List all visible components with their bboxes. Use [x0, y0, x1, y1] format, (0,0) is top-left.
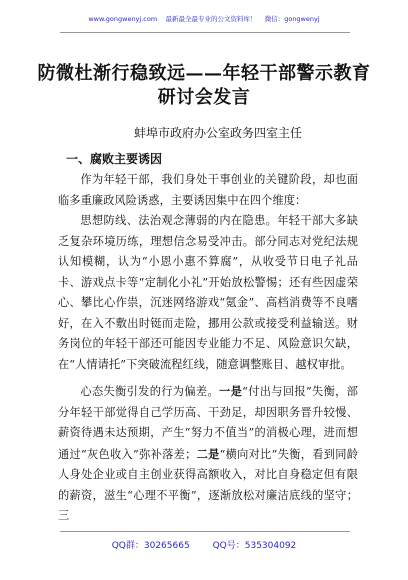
title-line-1: 防微杜渐行稳致远——年轻干部警示教育	[37, 63, 371, 84]
qq-label: QQ号：	[212, 541, 245, 551]
paragraph-ideology: 思想防线、法治观念薄弱的内在隐患。年轻干部大多缺乏复杂环境历练，理想信念易受冲击。部分同志对党纪法规认知模糊，认为“小恩小惠不算腐”，从收受节日电子礼品卡、游戏点卡等“定制化小礼”开始放松警惕；还有些因虚荣心、攀比心作祟，沉迷网络游戏“氪金”、高档消费等不良嗜好，在入不敷出时铤而走险，挪用公款或接受利益输送。财务岗位的年轻干部还可能因专业能力不足、风险意识欠缺，在“人情请托”下突破流程红线，随意调整账目、越权审批。	[58, 214, 358, 371]
site-url[interactable]: www.gongwenyj.com	[88, 15, 158, 23]
point-two-marker: 二是	[196, 446, 220, 461]
point-one-marker: 一是	[219, 384, 243, 398]
document-body	[58, 170, 358, 527]
wechat-id: gongwenyj	[284, 15, 320, 23]
qq-number: 535304092	[244, 541, 297, 551]
section-heading: 一、腐败主要诱因	[66, 152, 163, 166]
document-title	[0, 62, 408, 110]
paragraph-intro: 作为年轻干部，我们身处干事创业的关键阶段，却也面临多重廉政风险诱惑，主要诱因集中在四个维度：	[58, 173, 358, 207]
title-line-2: 研讨会发言	[157, 87, 251, 108]
header-divider	[60, 32, 350, 33]
point-one-text: “付出与回报”失衡，部分年轻干部觉得自己学历高、干劲足，却因职务晋升较慢、薪资待遇未达预期，产生“努力不值当”的消极心理，进而想通过“灰色收入”弥补落差；	[58, 385, 358, 461]
wechat-label: 微信：	[264, 15, 285, 23]
point-two-text: “横向对比”失衡，看到同龄人身处企业或自主创业获得高额收入，对比自身稳定但有限的薪资，滋生“心理不平衡”，逐渐放松对廉洁底线的坚守；三	[58, 447, 359, 522]
qq-group-number: 30265665	[143, 541, 190, 551]
mindset-lead: 心态失衡引发的行为偏差。	[80, 385, 220, 398]
qq-group-label: QQ群：	[111, 541, 144, 551]
author-line: 蚌埠市政府办公室政务四室主任	[133, 126, 302, 140]
page-footer	[0, 538, 408, 551]
footer-divider	[60, 531, 350, 532]
header-tagline: 最新最全最专业的公文资料库！	[165, 15, 257, 23]
page-header	[0, 14, 408, 23]
paragraph-mindset	[58, 381, 358, 527]
